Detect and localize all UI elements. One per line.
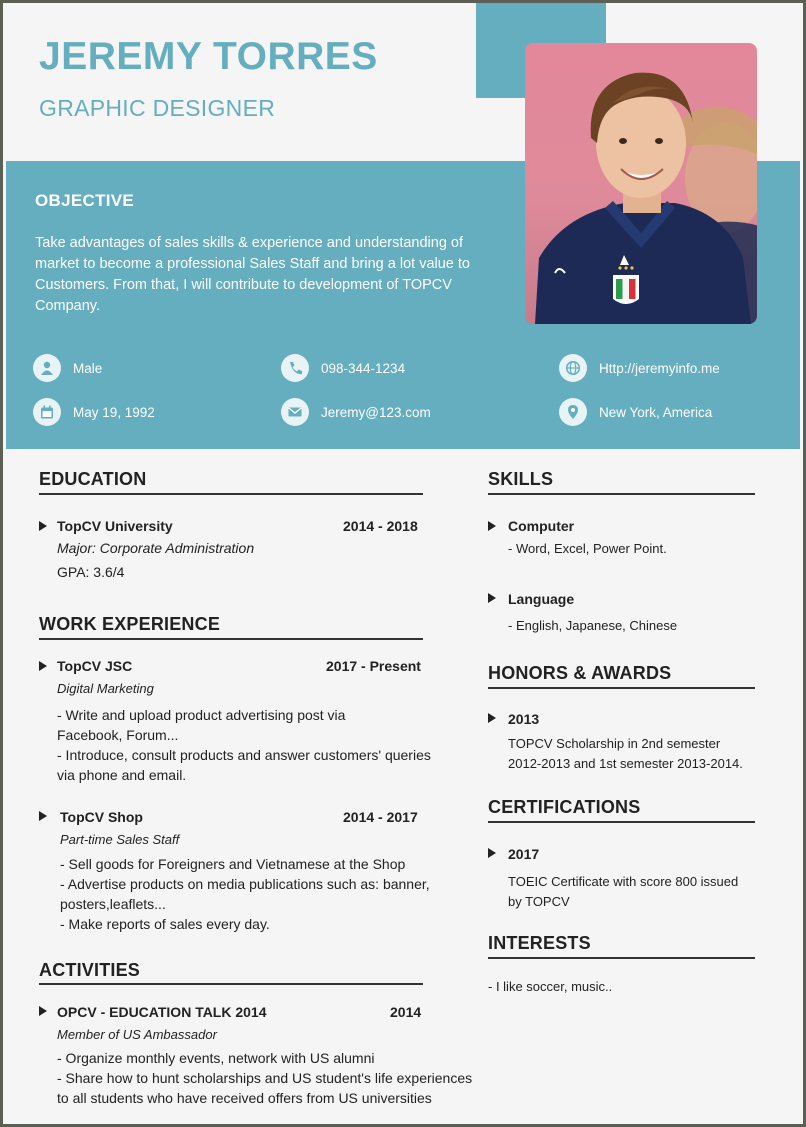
activity-line: - Organize monthly events, network with US alumni [57,1050,375,1066]
work-line: - Advertise products on media publications such as: banner, [60,876,430,892]
education-rule [39,493,423,495]
activity-line: - Share how to hunt scholarships and US student's life experiences [57,1070,473,1086]
certification-description [508,872,738,912]
calendar-icon [33,398,61,426]
education-title: EDUCATION [39,469,147,489]
interests-text: - I like soccer, music.. [488,979,613,994]
honor-description [508,734,743,774]
resume-page [3,3,803,1124]
contact-website-text: Http://jeremyinfo.me [599,360,720,376]
bullet-icon [488,521,496,531]
email-icon [281,398,309,426]
contact-website [559,354,720,382]
skill-detail: - Word, Excel, Power Point. [508,541,667,556]
activity-description [57,1048,472,1108]
work-position: Part-time Sales Staff [60,832,180,847]
bullet-icon [488,713,496,723]
education-gpa: GPA: 3.6/4 [57,564,125,580]
certification-line: by TOPCV [508,894,570,909]
contact-birthday-text: May 19, 1992 [73,404,155,420]
activity-role: Member of US Ambassador [57,1027,217,1042]
work-years: 2017 - Present [326,658,421,674]
objective-text: Take advantages of sales skills & experience and understanding of market to become a professional Sales Staff and bring a lot value to Customers. From that, I will contribute to development of TOPCV Company. [35,235,470,314]
contact-email-text: Jeremy@123.com [321,404,431,420]
skill-name: Computer [508,518,575,534]
work-years: 2014 - 2017 [343,809,418,825]
honors-title: HONORS & AWARDS [488,663,672,683]
honors-rule [488,687,755,689]
objective-title: OBJECTIVE [35,191,135,210]
work-line: - Write and upload product advertising post via [57,707,346,723]
contact-gender-text: Male [73,360,103,376]
work-line: - Introduce, consult products and answer customers' queries [57,747,431,763]
skill-name: Language [508,591,575,607]
activities-title: ACTIVITIES [39,960,141,980]
profile-photo-illustration [525,43,757,324]
work-line: Facebook, Forum... [57,727,179,743]
work-description [60,854,430,934]
bullet-icon [39,521,47,531]
bullet-icon [488,848,496,858]
work-title: WORK EXPERIENCE [39,614,221,634]
work-line: posters,leaflets... [60,896,166,912]
honor-line: TOPCV Scholarship in 2nd semester [508,736,721,751]
activity-name: OPCV - EDUCATION TALK 2014 [57,1004,267,1020]
skill-detail: - English, Japanese, Chinese [508,618,678,633]
profile-photo [525,43,757,324]
bullet-icon [39,811,47,821]
work-company: TopCV JSC [57,658,133,674]
phone-icon [281,354,309,382]
contact-birthday [33,398,155,426]
certifications-rule [488,821,755,823]
education-years: 2014 - 2018 [343,518,418,534]
work-line: - Sell goods for Foreigners and Vietnamese at the Shop [60,856,406,872]
resume-name: JEREMY TORRES [39,35,378,78]
honor-line: 2012-2013 and 1st semester 2013-2014. [508,756,743,771]
bullet-icon [488,593,496,603]
work-position: Digital Marketing [57,681,154,696]
work-description [57,705,431,785]
certification-line: TOEIC Certificate with score 800 issued [508,874,739,889]
bullet-icon [39,661,47,671]
contact-email [281,398,431,426]
work-line: via phone and email. [57,767,187,783]
certification-year: 2017 [508,846,540,862]
contact-phone-text: 098-344-1234 [321,360,406,376]
skills-title: SKILLS [488,469,554,489]
activities-rule [39,983,423,985]
education-school: TopCV University [57,518,173,534]
contact-gender [33,354,102,382]
interests-rule [488,957,755,959]
interests-title: INTERESTS [488,933,591,953]
resume-role: GRAPHIC DESIGNER [39,95,276,121]
education-major: Major: Corporate Administration [57,540,255,556]
bullet-icon [39,1006,47,1016]
work-line: - Make reports of sales every day. [60,916,270,932]
user-icon [33,354,61,382]
contact-location-text: New York, America [599,404,713,420]
activity-year: 2014 [390,1004,422,1020]
globe-icon [559,354,587,382]
skills-rule [488,493,755,495]
work-rule [39,638,423,640]
certifications-title: CERTIFICATIONS [488,797,641,817]
contact-location [559,398,712,426]
honor-year: 2013 [508,711,540,727]
activity-line: to all students who have received offers from US universities [57,1090,432,1106]
contact-phone [281,354,405,382]
work-company: TopCV Shop [60,809,143,825]
location-icon [559,398,587,426]
